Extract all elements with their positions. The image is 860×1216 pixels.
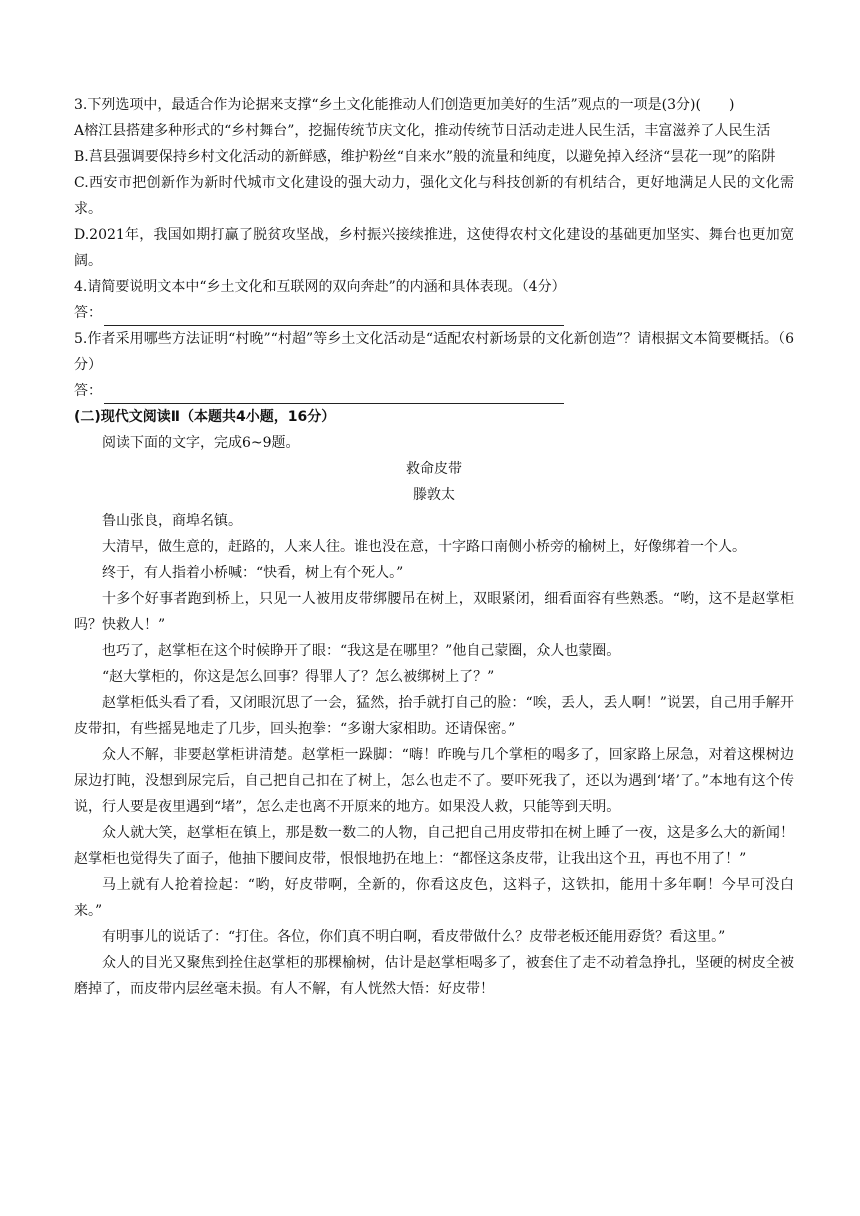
answer-label: 答： xyxy=(74,383,102,399)
story-paragraph: 有明事儿的说话了：“打住。各位，你们真不明白啊，看皮带做什么？皮带老板还能用孬货？看这里。” xyxy=(102,929,726,945)
story-paragraph: 众人的目光又聚焦到拴住赵掌柜的那棵榆树，估计是赵掌柜喝多了，被套住了走不动着急挣扎，坚硬的树皮全被磨掉了，而皮带内层丝毫未损。有人不解，有人恍然大悟：好皮带！ xyxy=(74,955,794,997)
story-paragraph: 马上就有人抢着捡起：“哟，好皮带啊，全新的，你看这皮色，这料子，这铁扣，能用十多年啊！今早可没白来。” xyxy=(74,877,794,919)
section-heading: (二)现代文阅读Ⅱ（本题共4小题，16分） xyxy=(74,409,336,425)
question-4-stem: 4.请简要说明文本中“乡土文化和互联网的双向奔赴”的内涵和具体表现。（4分） xyxy=(74,279,566,295)
answer-label: 答： xyxy=(74,305,102,321)
document-page xyxy=(74,92,794,1002)
question-3-stem: 3.下列选项中，最适合作为论据来支撑“乡土文化能推动人们创造更加美好的生活”观点的一项是(3分)( ) xyxy=(74,97,735,113)
question-3-option-c: C.西安市把创新作为新时代城市文化建设的强大动力，强化文化与科技创新的有机结合，更好地满足人民的文化需求。 xyxy=(74,175,794,217)
story-title: 救命皮带 xyxy=(406,461,462,477)
story-paragraph: 众人不解，非要赵掌柜讲清楚。赵掌柜一跺脚：“嗨！昨晚与几个掌柜的喝多了，回家路上尿急，对着这棵树边尿边打盹，没想到尿完后，自己把自己扣在了树上，怎么也走不了。要吓死我了，还以为遇到‘堵’了。”本地有这个传说，行人要是夜里遇到“堵”，怎么走也离不开原来的地方。如果没人救，只能等到天明。 xyxy=(74,747,794,815)
answer-blank-line xyxy=(104,307,564,326)
question-5-stem: 5.作者采用哪些方法证明“村晚”“村超”等乡土文化活动是“适配农村新场景的文化新创造”？请根据文本简要概括。（6分） xyxy=(74,331,794,373)
story-paragraph: 鲁山张良，商埠名镇。 xyxy=(102,513,242,529)
story-paragraph: 十多个好事者跑到桥上，只见一人被用皮带绑腰吊在树上，双眼紧闭，细看面容有些熟悉。“哟，这不是赵掌柜吗？快救人！” xyxy=(74,591,794,633)
answer-blank-line xyxy=(104,385,564,404)
question-4-answer-row xyxy=(74,300,794,326)
reading-instruction: 阅读下面的文字，完成6~9题。 xyxy=(102,435,300,451)
story-paragraph: 赵掌柜低头看了看，又闭眼沉思了一会，猛然，抬手就打自己的脸：“唉，丢人，丢人啊！”说罢，自己用手解开皮带扣，有些摇晃地走了几步，回头抱拳：“多谢大家相助。还请保密。” xyxy=(74,695,794,737)
question-3-option-a: A榕江县搭建多种形式的“乡村舞台”，挖掘传统节庆文化，推动传统节日活动走进人民生活，丰富滋养了人民生活 xyxy=(74,123,771,139)
question-3-option-b: B.莒县强调要保持乡村文化活动的新鲜感，维护粉丝“自来水”般的流量和纯度，以避免掉入经济“昙花一现”的陷阱 xyxy=(74,149,776,165)
story-paragraph: 大清早，做生意的，赶路的，人来人往。谁也没在意，十字路口南侧小桥旁的榆树上，好像绑着一个人。 xyxy=(102,539,746,555)
story-paragraph: 众人就大笑，赵掌柜在镇上，那是数一数二的人物，自己把自己用皮带扣在树上睡了一夜，这是多么大的新闻！赵掌柜也觉得失了面子，他抽下腰间皮带，恨恨地扔在地上：“都怪这条皮带，让我出这个丑，再也不用了！” xyxy=(74,825,794,867)
story-author: 滕敦太 xyxy=(413,487,455,503)
question-3-option-d: D.2021年，我国如期打赢了脱贫攻坚战，乡村振兴接续推进，这使得农村文化建设的基础更加坚实、舞台也更加宽阔。 xyxy=(74,227,794,269)
story-paragraph: “赵大掌柜的，你这是怎么回事？得罪人了？怎么被绑树上了？” xyxy=(102,669,495,685)
story-paragraph: 终于，有人指着小桥喊：“快看，树上有个死人。” xyxy=(102,565,404,581)
question-5-answer-row xyxy=(74,378,794,404)
story-paragraph: 也巧了，赵掌柜在这个时候睁开了眼：“我这是在哪里？”他自己蒙圈，众人也蒙圈。 xyxy=(102,643,621,659)
